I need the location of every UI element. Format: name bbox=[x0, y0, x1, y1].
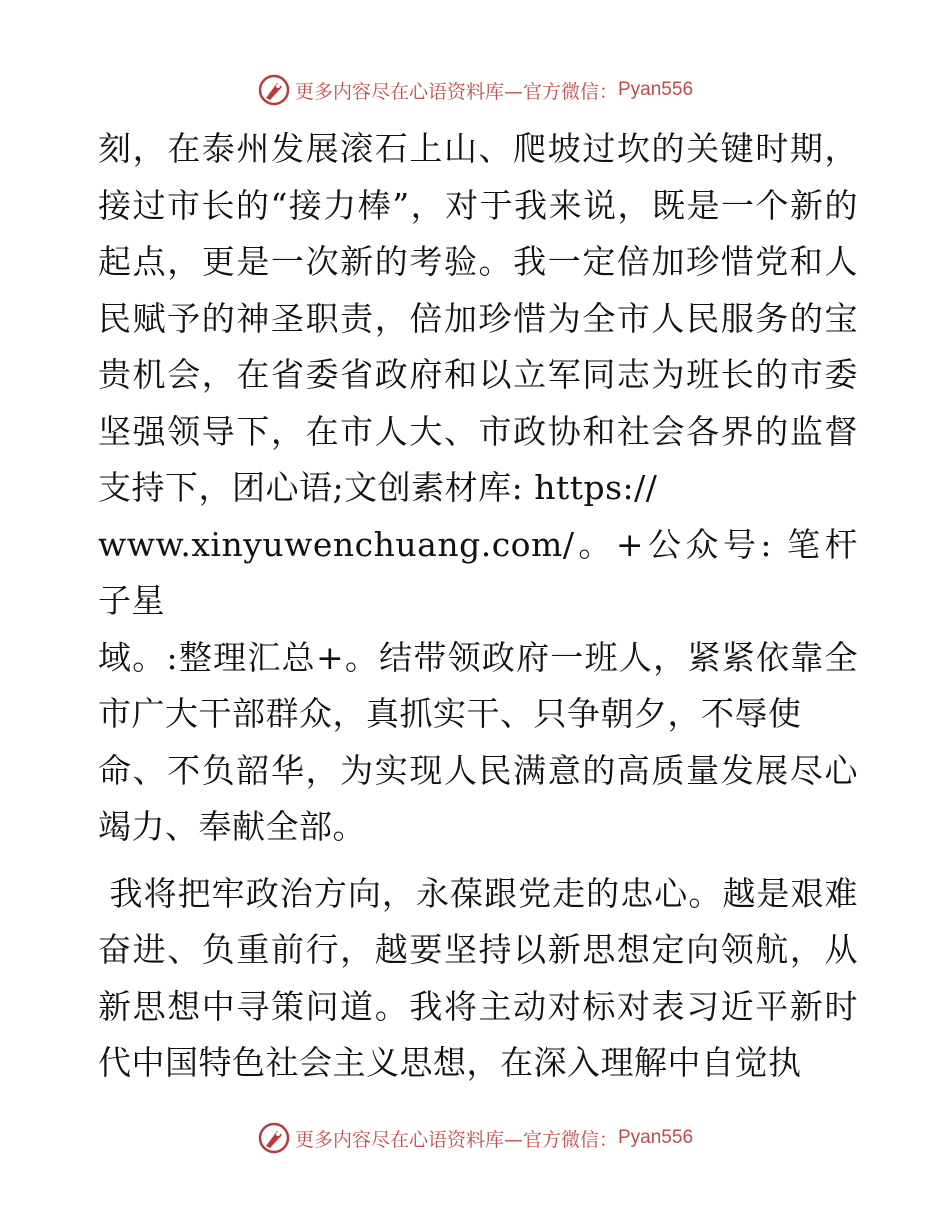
header-wechat-id: Pyan556 bbox=[618, 79, 694, 100]
document-body bbox=[98, 121, 858, 1092]
paragraph-1: 刻，在泰州发展滚石上山、爬坡过坎的关键时期，接过市长的“接力棒”，对于我来说，既是一个新的起点，更是一次新的考验。我一定倍加珍惜党和人民赋予的神圣职责，倍加珍惜为全市人民服务的宝贵机会，在省委省政府和以立军同志为班长的市委坚强领导下，在市人大、市政协和社会各界的监督支持下，团心语;文创素材库: https:// www.xinyuwenchuang.com/。+公众号: 笔杆子星 域。:整理汇总+。结带领政府一班人，紧紧依靠全市广大干部群众，真抓实干、只争朝夕，不辱使 命、不负韶华，为实现人民满意的高质量发展尽心竭力、奉献全部。 bbox=[98, 129, 858, 846]
pen-nib-logo-icon bbox=[257, 1121, 291, 1155]
paragraph-2: 我将把牢政治方向，永葆跟党走的忠心。越是艰难奋进、负重前行，越要坚持以新思想定向领航，从新思想中寻策问道。我将主动对标对表习近平新时代中国特色社会主义思想，在深入理解中自觉执 bbox=[98, 873, 859, 1082]
footer-banner-text: 更多内容尽在心语资料库—官方微信： bbox=[294, 1128, 618, 1151]
header-banner-text: 更多内容尽在心语资料库—官方微信： bbox=[294, 80, 618, 103]
header-banner bbox=[0, 70, 950, 110]
footer-banner bbox=[0, 1118, 950, 1158]
pen-nib-logo-icon bbox=[257, 73, 291, 107]
footer-wechat-id: Pyan556 bbox=[618, 1127, 694, 1148]
